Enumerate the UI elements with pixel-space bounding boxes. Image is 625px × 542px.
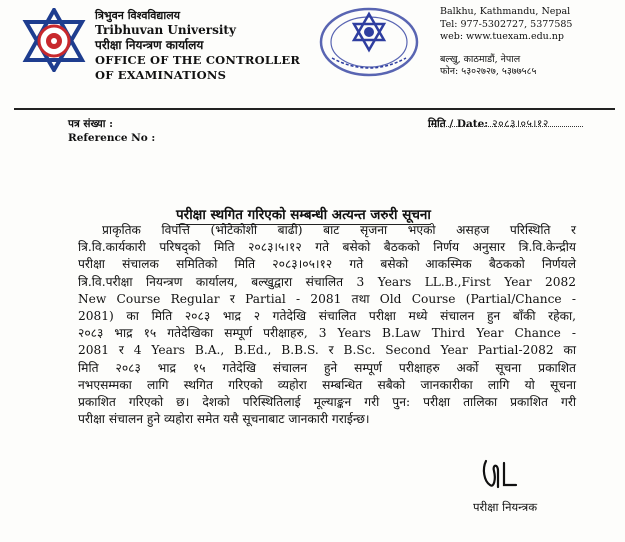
tel-np: फोन: ५३०२७२७, ५३७७५८५: [440, 66, 537, 77]
body-line: त्रि.वि.परीक्षा नियन्त्रण कार्यालय, बल्खुद्वारा संचालित 3 Years LL.B.,First Year 2082: [78, 274, 576, 289]
date-underline: [428, 126, 583, 127]
office-name-en-line1: OFFICE OF THE CONTROLLER: [95, 53, 301, 67]
body-line: प्राकृतिक विपत्ति (भोटेकोशी बाढी) बाट सृजना भएको असहज परिस्थिति र: [102, 223, 576, 237]
signature-icon: [476, 455, 524, 495]
date-label: मिति / Date:: [428, 118, 489, 130]
signatory-title: परीक्षा नियन्त्रक: [473, 500, 538, 514]
body-line: परीक्षा संचालन हुने व्यहोरा समेत यसै सूचनाबाट जानकारी गराईन्छ।: [78, 412, 370, 427]
body-line: २०८३ भाद्र १५ गतेदेखिका सम्पूर्ण परीक्षाहरु, 3 Years B.Law Third Year Chance -: [78, 326, 576, 341]
patra-sankhya-label: पत्र संख्या :: [68, 118, 113, 130]
body-line: नभएसम्मका लागि स्थगित गरिएको व्यहोरा सम्बन्धित सबैको जानकारीका लागि यो सूचना: [78, 377, 576, 392]
header-left: [95, 8, 300, 83]
body-line: New Course Regular र Partial - 2081 तथा Old Course (Partial/Chance -: [78, 291, 576, 306]
header-right: [440, 6, 572, 79]
body-line: 2081 र 4 Years B.A., B.Ed., B.B.S. र B.Sc. Second Year Partial-2082 का: [78, 343, 576, 358]
reference-no-label: Reference No :: [68, 132, 156, 144]
header-divider: [14, 108, 615, 110]
body-line: परीक्षा संचालक समितिको मिति २०८३।०५।१२ गते बसेको आकस्मिक बैठकको निर्णयले: [78, 257, 576, 272]
office-seal-icon: [318, 6, 420, 78]
office-name-en-line2: OF EXAMINATIONS: [95, 68, 227, 82]
university-name-np: त्रिभुवन विश्वविद्यालय: [95, 9, 181, 22]
body-line: मिति २०८३ भाद्र १५ गतेदेखि संचालन हुने सम्पूर्ण परीक्षाहरु अर्को सूचना प्रकाशित: [78, 360, 576, 375]
university-name-en: Tribhuvan University: [95, 23, 236, 37]
notice-title: परीक्षा स्थगित गरिएको सम्बन्धी अत्यन्त जरुरी सूचना: [176, 207, 431, 223]
body-line: 2081) का मिति २०८३ भाद्र २ गतेदेखि संचालित परीक्षा मध्ये संचालन हुन बाँकी रहेका,: [78, 309, 576, 324]
tu-emblem-icon: [22, 8, 86, 72]
date-field: [428, 117, 549, 131]
address-np: बल्खु, काठमाडौं, नेपाल: [440, 53, 521, 65]
notice-body: [78, 222, 576, 428]
date-value: २०८३।०५।१२: [492, 118, 549, 130]
body-line: प्रकाशित गरिएको छ। देशको परिस्थितिलाई मूल्याङ्कन गरी पुन: परीक्षा तालिका प्रकाशित गरी: [78, 395, 576, 410]
body-line: त्रि.वि.कार्यकारी परिषद्को मिति २०८३।५।१२ गते बसेको बैठकको निर्णय अनुसार त्रि.वि.केन्द्रीय: [78, 240, 576, 255]
address-en: Balkhu, Kathmandu, Nepal: [440, 6, 571, 17]
tel-en: Tel: 977-5302727, 5377585: [440, 18, 573, 30]
web-en: web: www.tuexam.edu.np: [440, 31, 564, 42]
office-name-np: परीक्षा नियन्त्रण कार्यालय: [95, 38, 204, 52]
